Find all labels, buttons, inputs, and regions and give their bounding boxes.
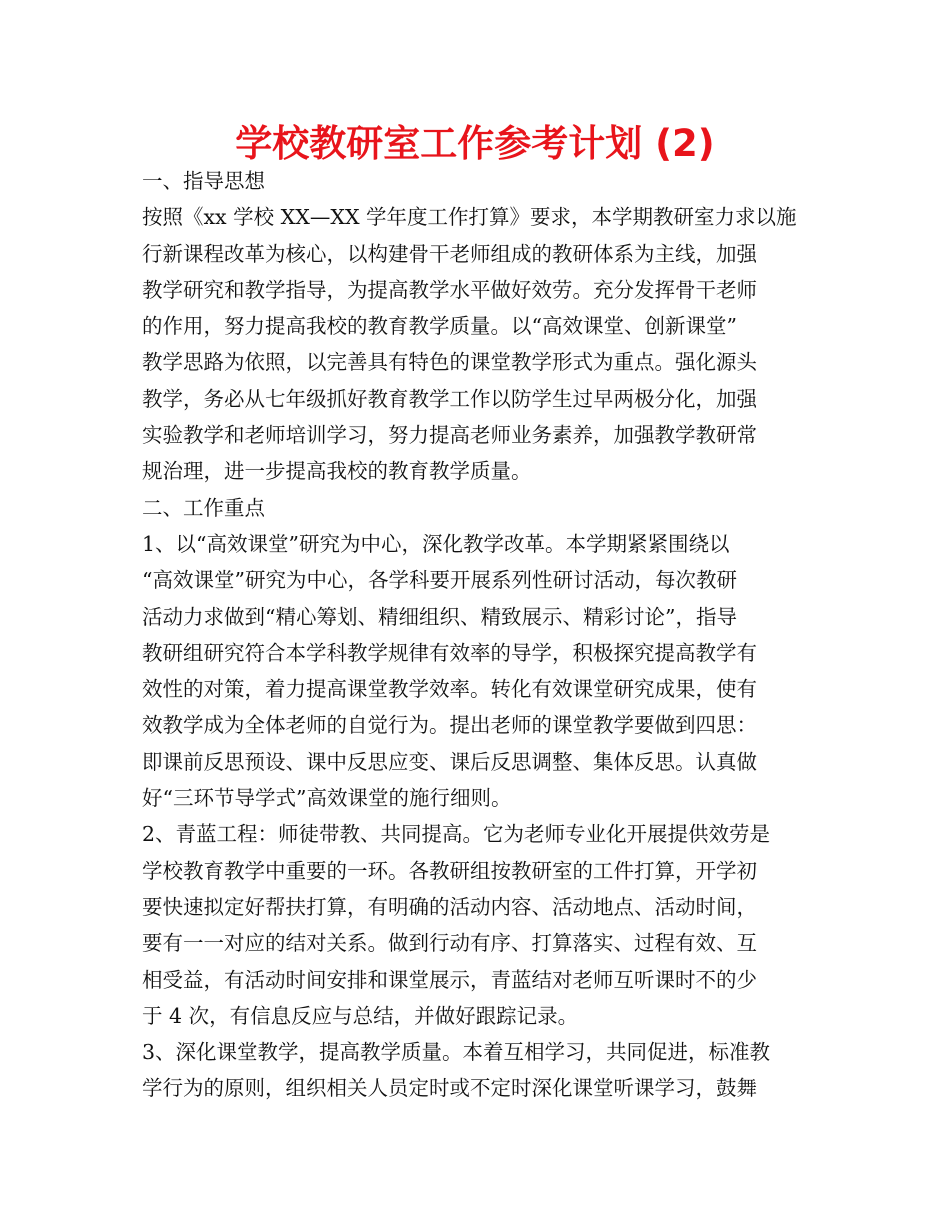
section-heading: 二、工作重点 [142,495,265,520]
paragraph-line: 学行为的原则，组织相关人员定时或不定时深化课堂听课学习，鼓舞 [142,1076,757,1101]
paragraph-line: 效教学成为全体老师的自觉行为。提出老师的课堂教学要做到四思： [142,713,757,738]
paragraph-line: 教学思路为依照，以完善具有特色的课堂教学形式为重点。强化源头 [142,350,757,375]
paragraph-line: 2、青蓝工程：师徒带教、共同提高。它为老师专业化开展提供效劳是 [142,822,771,847]
paragraph-line: 按照《xx 学校 XX—XX 学年度工作打算》要求，本学期教研室力求以施 [142,205,797,230]
paragraph-line: 教学，务必从七年级抓好教育教学工作以防学生过早两极分化，加强 [142,386,757,411]
paragraph-line: 学校教育教学中重要的一环。各教研组按教研室的工件打算，开学初 [142,858,757,883]
paragraph-line: 3、深化课堂教学，提高教学质量。本着互相学习，共同促进，标准教 [142,1040,771,1065]
document-title: 学校教研室工作参考计划 (2) [235,122,715,165]
paragraph-line: 1、以“高效课堂”研究为中心，深化教学改革。本学期紧紧围绕以 [142,531,730,556]
paragraph-line: 实验教学和老师培训学习，努力提高老师业务素养，加强教学教研常 [142,423,757,448]
paragraph-line: 好“三环节导学式”高效课堂的施行细则。 [142,786,512,811]
paragraph-line: 教研组研究符合本学科教学规律有效率的导学，积极探究提高教学有 [142,640,757,665]
section-heading: 一、指导思想 [142,169,265,193]
paragraph-line: 教学研究和教学指导，为提高教学水平做好效劳。充分发挥骨干老师 [142,277,757,302]
paragraph-line: 即课前反思预设、课中反思应变、课后反思调整、集体反思。认真做 [142,749,757,774]
paragraph-line: 行新课程改革为核心，以构建骨干老师组成的教研体系为主线，加强 [142,241,757,266]
paragraph-line: 要快速拟定好帮扶打算，有明确的活动内容、活动地点、活动时间， [142,894,757,919]
paragraph-line: 规治理，进一步提高我校的教育教学质量。 [142,459,532,484]
paragraph-line: 活动力求做到“精心筹划、精细组织、精致展示、精彩讨论”，指导 [142,604,737,629]
paragraph-line: 相受益，有活动时间安排和课堂展示，青蓝结对老师互听课时不的少 [142,967,757,992]
paragraph-line: 要有一一对应的结对关系。做到行动有序、打算落实、过程有效、互 [142,931,757,956]
document-body [142,163,822,1107]
paragraph-line: 的作用，努力提高我校的教育教学质量。以“高效课堂、创新课堂” [142,314,737,339]
paragraph-line: 于 4 次，有信息反应与总结，并做好跟踪记录。 [142,1003,579,1028]
paragraph-line: “高效课堂”研究为中心，各学科要开展系列性研讨活动，每次教研 [142,568,737,593]
paragraph-line: 效性的对策，着力提高课堂教学效率。转化有效课堂研究成果，使有 [142,677,757,702]
